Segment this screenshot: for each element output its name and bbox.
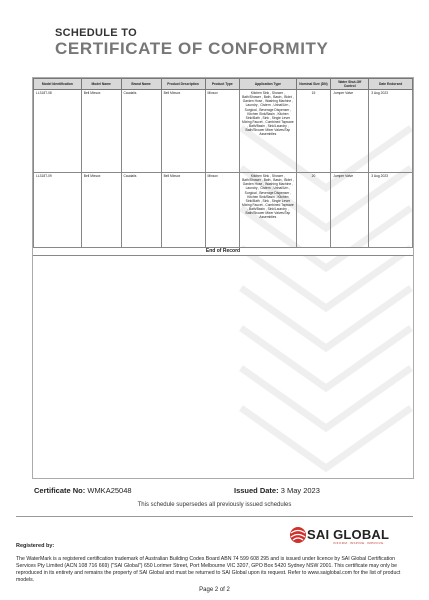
certificate-number-value: WMKA25048 bbox=[87, 486, 132, 495]
certificate-number bbox=[34, 486, 132, 495]
certificate-title: CERTIFICATE OF CONFORMITY bbox=[55, 39, 329, 58]
column-header: Model Name bbox=[81, 79, 121, 90]
page-number: Page 2 of 2 bbox=[199, 587, 230, 593]
issued-date bbox=[234, 486, 320, 495]
end-of-record: End of Record bbox=[33, 247, 413, 256]
column-header: Application Type bbox=[240, 79, 297, 90]
column-header: Product Description bbox=[161, 79, 205, 90]
table-row bbox=[34, 90, 413, 173]
table-row bbox=[34, 173, 413, 256]
shutoff-cell: Jumper Valve bbox=[331, 173, 369, 256]
size-cell: 15 bbox=[296, 90, 331, 173]
schedule-frame bbox=[32, 77, 414, 479]
date-cell: 3 Aug 2023 bbox=[369, 90, 413, 173]
brand-cell: Caudalis bbox=[121, 90, 161, 173]
column-header: Nominal Size (DN) bbox=[296, 79, 331, 90]
description-cell: Bell Mixsox bbox=[161, 173, 205, 256]
column-header: Date Endorsed bbox=[369, 79, 413, 90]
column-header: Product Type bbox=[205, 79, 239, 90]
supersedes-note: This schedule supersedes all previously issued schedules bbox=[137, 502, 292, 508]
shutoff-cell: Jumper Valve bbox=[331, 90, 369, 173]
column-header: Brand Name bbox=[121, 79, 161, 90]
application-cell: Kitchen Sink , Shower , Bath/Shower , Bath , Basin , Bidet , Garden Hose , Washing Machine , Laundry , Cistern , Urinal/Urn , Surgical , Beverage Dispenser , Kitchen Sink/Basin , Kitchen Sink/Bath , Sink , Single Lever Mixing Faucet , Combined Tapware , Bath/Basin , Sink/Laundry , Bath/Shower Mixer Valves/Tap Assemblies bbox=[240, 90, 297, 173]
certificate-number-label: Certificate No: bbox=[34, 486, 86, 495]
logo-tagline: INFORM. INSPIRE. IMPROVE. bbox=[333, 541, 385, 545]
model-id-cell: LL318T-08 bbox=[34, 90, 82, 173]
column-header: Model Identification bbox=[34, 79, 82, 90]
model-name-cell: Bell Mixsox bbox=[81, 90, 121, 173]
size-cell: 20 bbox=[296, 173, 331, 256]
issued-date-label: Issued Date: bbox=[234, 486, 279, 495]
schedule-table bbox=[33, 78, 413, 256]
product-type-cell: Mixsox bbox=[205, 173, 239, 256]
divider bbox=[16, 516, 413, 517]
brand-cell: Caudalis bbox=[121, 173, 161, 256]
registered-by-label: Registered by: bbox=[16, 543, 55, 549]
description-cell: Bell Mixsox bbox=[161, 90, 205, 173]
product-type-cell: Mixsox bbox=[205, 90, 239, 173]
logo-wordmark: SAI GLOBAL bbox=[307, 527, 390, 542]
model-id-cell: LL318T-09 bbox=[34, 173, 82, 256]
date-cell: 3 Aug 2023 bbox=[369, 173, 413, 256]
issued-date-value: 3 May 2023 bbox=[280, 486, 320, 495]
model-name-cell: Bell Mixsox bbox=[81, 173, 121, 256]
schedule-title: SCHEDULE TO bbox=[55, 27, 137, 39]
column-header: Water Shut-Off Control bbox=[331, 79, 369, 90]
application-cell: Kitchen Sink , Shower , Bath/Shower , Bath , Basin , Bidet , Garden Hose , Washing Machine , Laundry , Cistern , Urinal/Urn , Surgical , Beverage Dispenser , Kitchen Sink/Basin , Kitchen Sink/Bath , Sink , Single Lever Mixing Faucet , Combined Tapware , Bath/Basin , Sink/Laundry , Bath/Shower Mixer Valves/Tap Assemblies bbox=[240, 173, 297, 256]
legal-notice: The WaterMark is a registered certification trademark of Australian Building Codes Board ABN 74 599 608 295 and is issued under licence by SAI Global Certification Services Pty Limited (ACN 108 716 669) ("SAI Global") 650 Lorimer Street, Port Melbourne VIC 3207, GPO Box 5420 Sydney NSW 2001. This certificate may only be reproduced in its entirety and remains the property of SAI Global and must be returned to SAI Global upon its request. Refer to www.saiglobal.com for the list of product models. bbox=[16, 556, 401, 583]
table-header-row bbox=[34, 79, 413, 90]
